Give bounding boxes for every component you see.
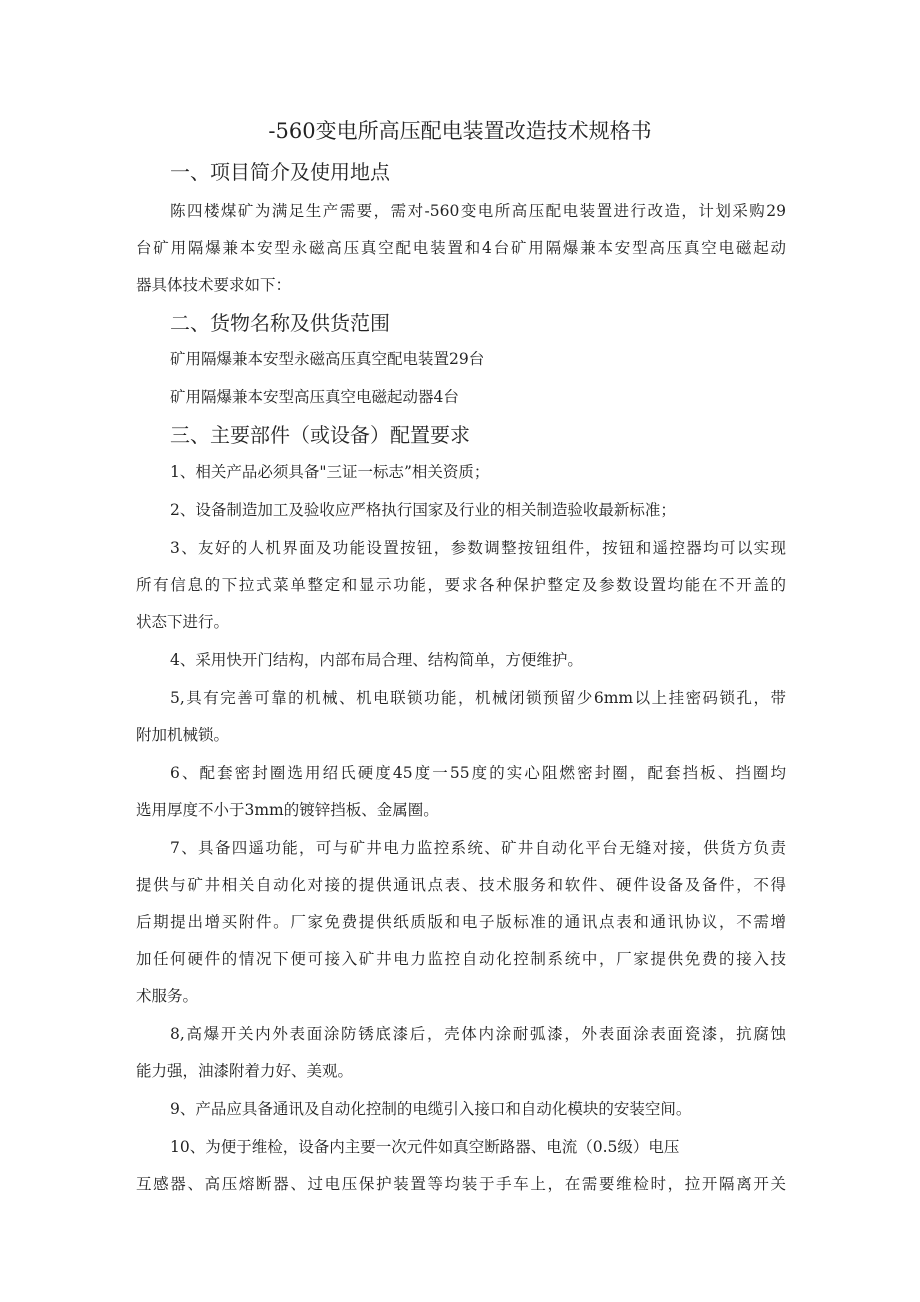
requirement-8-line: 能力强，油漆附着力好、美观。 — [136, 1062, 354, 1080]
requirement-3-line: 3、友好的人机界面及功能设置按钮，参数调整按钮组件，按钮和遥控器均可以实现 — [170, 539, 786, 557]
document-title: -560变电所高压配电装置改造技术规格书 — [268, 119, 652, 143]
requirement-4: 4、采用快开门结构，内部布局合理、结构简单，方便维护。 — [170, 651, 583, 669]
requirement-6-line: 6、配套密封圈选用绍氏硬度45度一55度的实心阻燃密封圈，配套挡板、挡圈均 — [170, 764, 786, 782]
section-heading-config-requirements: 三、主要部件（或设备）配置要求 — [170, 423, 470, 447]
requirement-7-line: 加任何硬件的情况下便可接入矿井电力监控自动化控制系统中，厂家提供免费的接入技 — [136, 950, 786, 968]
goods-item: 矿用隔爆兼本安型高压真空电磁起动器4台 — [170, 388, 459, 406]
requirement-6-line: 选用厚度不小于3mm的镀锌挡板、金属圈。 — [136, 801, 439, 819]
requirement-10-line: 10、为便于维检，设备内主要一次元件如真空断路器、电流（0.5级）电压 — [170, 1138, 680, 1156]
requirement-1: 1、相关产品必须具备"三证一标志”相关资质； — [170, 463, 490, 481]
requirement-7-line: 提供与矿井相关自动化对接的提供通讯点表、技术服务和软件、硬件设备及备件，不得 — [136, 876, 786, 894]
requirement-7-line: 术服务。 — [136, 987, 199, 1005]
requirement-3-line: 状态下进行。 — [136, 613, 230, 631]
requirement-2: 2、设备制造加工及验收应严格执行国家及行业的相关制造验收最新标准； — [170, 501, 676, 519]
requirement-7-line: 7、具备四遥功能，可与矿井电力监控系统、矿井自动化平台无缝对接，供货方负责 — [170, 839, 786, 857]
section-heading-project-intro: 一、项目简介及使用地点 — [170, 160, 390, 184]
requirement-8-line: 8,高爆开关内外表面涂防锈底漆后，壳体内涂耐弧漆，外表面涂表面瓷漆，抗腐蚀 — [170, 1025, 786, 1043]
goods-item: 矿用隔爆兼本安型永磁高压真空配电装置29台 — [170, 350, 485, 368]
paragraph-line: 台矿用隔爆兼本安型永磁高压真空配电装置和4台矿用隔爆兼本安型高压真空电磁起动 — [136, 239, 786, 257]
requirement-3-line: 所有信息的下拉式菜单整定和显示功能，要求各种保护整定及参数设置均能在不开盖的 — [136, 576, 786, 594]
requirement-7-line: 后期提出增买附件。厂家免费提供纸质版和电子版标准的通讯点表和通讯协议，不需增 — [136, 913, 786, 931]
section-heading-goods-scope: 二、货物名称及供货范围 — [170, 311, 390, 335]
paragraph-line: 陈四楼煤矿为满足生产需要，需对-560变电所高压配电装置进行改造，计划采购29 — [170, 202, 786, 220]
requirement-5-line: 5,具有完善可靠的机械、机电联锁功能，机械闭锁预留少6mm以上挂密码锁孔，带 — [170, 689, 786, 707]
requirement-10-line: 互感器、高压熔断器、过电压保护装置等均装于手车上，在需要维检时，拉开隔离开关 — [136, 1175, 786, 1193]
requirement-5-line: 附加机械锁。 — [136, 726, 230, 744]
requirement-9: 9、产品应具备通讯及自动化控制的电缆引入接口和自动化模块的安装空间。 — [170, 1100, 692, 1118]
paragraph-line: 器具体技术要求如下： — [136, 276, 292, 294]
